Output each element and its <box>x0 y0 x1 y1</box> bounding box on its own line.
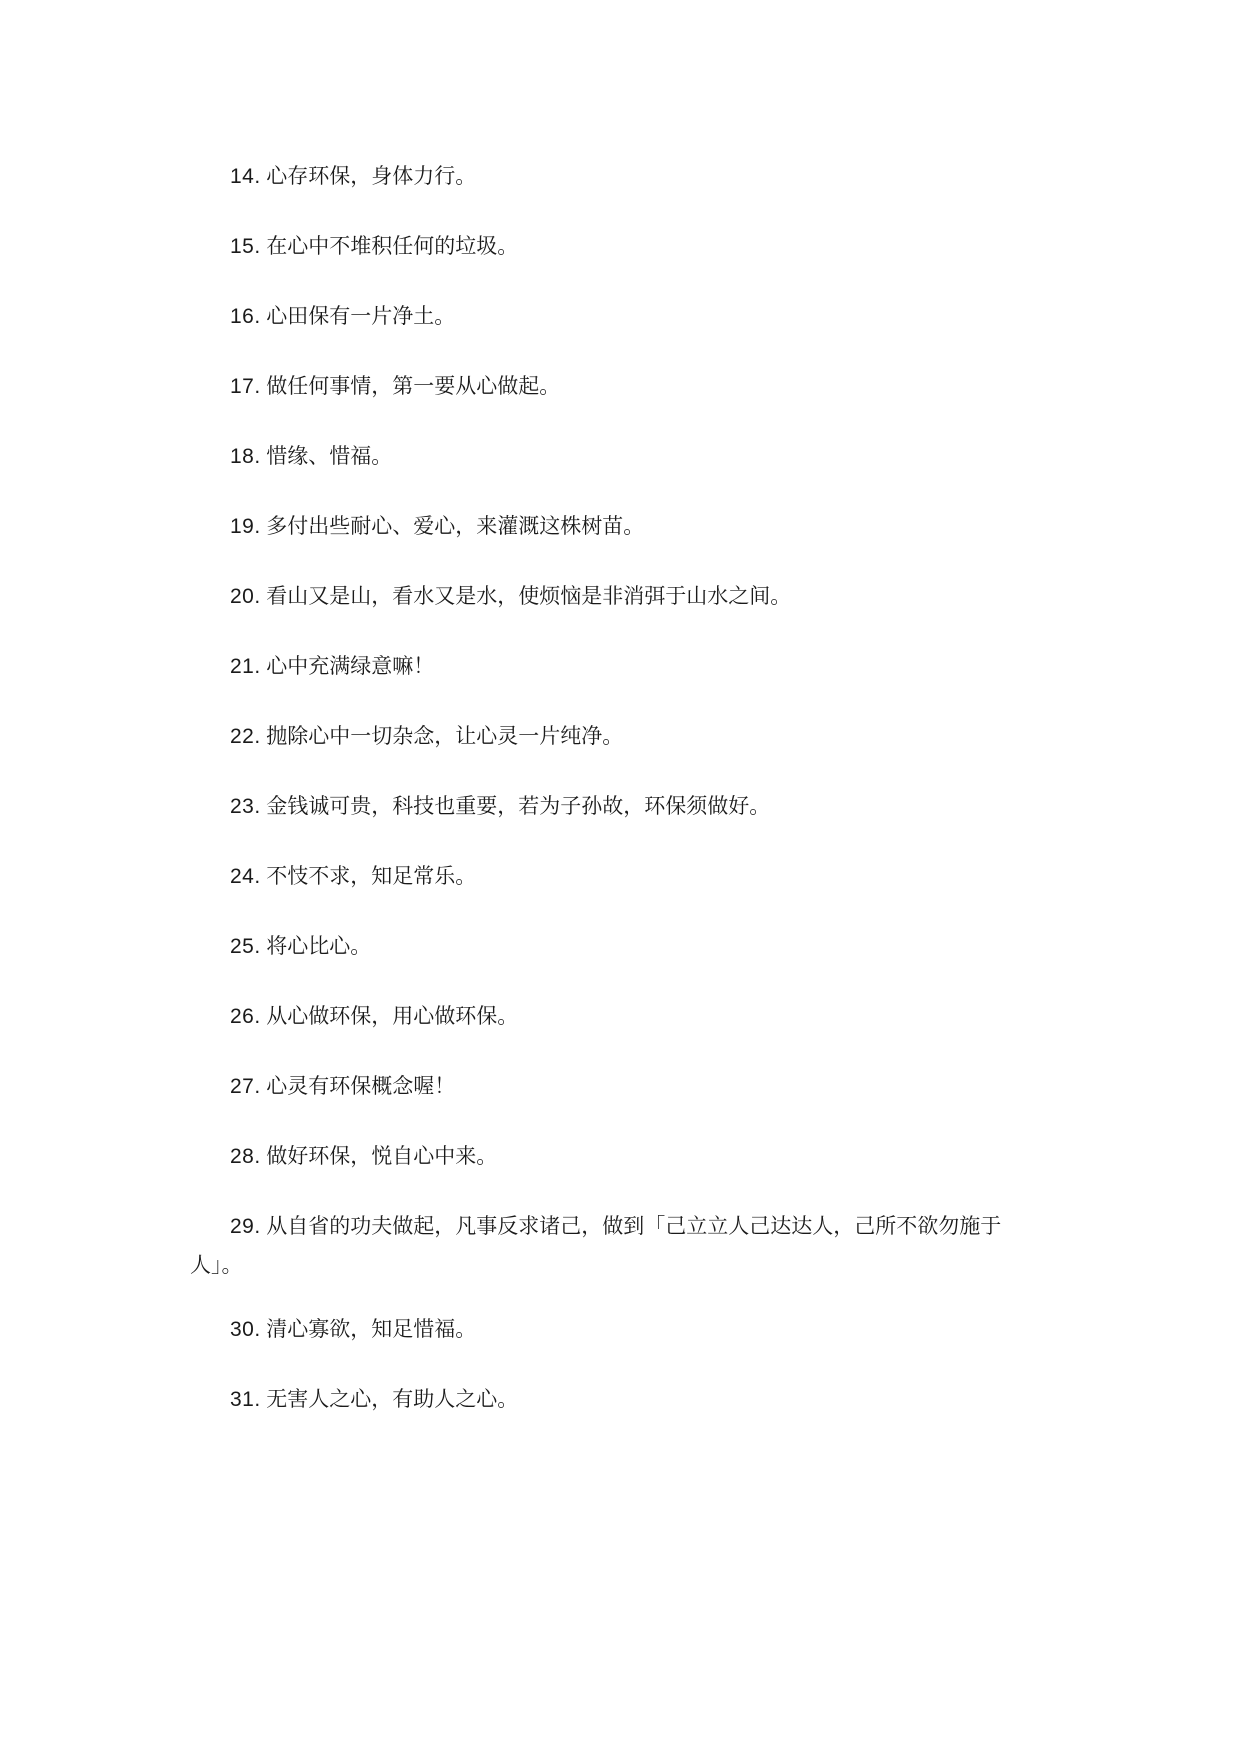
list-item <box>230 1310 1110 1349</box>
item-separator: . <box>254 865 261 888</box>
item-text: 在心中不堆积任何的垃圾。 <box>266 234 519 258</box>
item-text: 做任何事情，第一要从心做起。 <box>266 374 561 398</box>
item-separator: . <box>254 585 261 608</box>
item-separator: . <box>254 235 261 258</box>
list-item <box>230 787 1110 826</box>
item-separator: . <box>254 445 261 468</box>
item-text: 惜缘、惜福。 <box>266 444 393 468</box>
list-item <box>230 297 1110 336</box>
list-item <box>190 1207 1040 1284</box>
item-text: 心存环保，身体力行。 <box>266 164 477 188</box>
item-text: 清心寡欲，知足惜福。 <box>266 1317 477 1341</box>
item-number: 25 <box>230 935 255 958</box>
item-number: 26 <box>230 1005 255 1028</box>
list-item <box>230 857 1110 896</box>
list-item <box>230 507 1110 546</box>
list-item <box>230 1067 1110 1106</box>
list-item <box>230 717 1110 756</box>
item-separator: . <box>254 725 261 748</box>
item-separator: . <box>254 795 261 818</box>
item-number: 20 <box>230 585 255 608</box>
item-number: 22 <box>230 725 255 748</box>
item-number: 28 <box>230 1145 255 1168</box>
list-item <box>230 997 1110 1036</box>
item-separator: . <box>254 1318 261 1341</box>
list-item <box>230 647 1110 686</box>
item-number: 29 <box>230 1215 255 1238</box>
item-text: 金钱诚可贵，科技也重要，若为子孙故，环保须做好。 <box>266 794 771 818</box>
item-separator: . <box>254 165 261 188</box>
item-text: 从心做环保，用心做环保。 <box>266 1004 519 1028</box>
item-number: 14 <box>230 165 255 188</box>
item-text: 看山又是山，看水又是水，使烦恼是非消弭于山水之间。 <box>266 584 792 608</box>
item-separator: . <box>254 1215 261 1238</box>
list-item <box>230 927 1110 966</box>
item-separator: . <box>254 655 261 678</box>
item-number: 23 <box>230 795 255 818</box>
item-separator: . <box>254 1145 261 1168</box>
item-separator: . <box>254 1005 261 1028</box>
item-number: 16 <box>230 305 255 328</box>
item-text: 无害人之心，有助人之心。 <box>266 1387 519 1411</box>
item-text: 做好环保，悦自心中来。 <box>266 1144 498 1168</box>
item-number: 21 <box>230 655 255 678</box>
list-item <box>230 577 1110 616</box>
item-number: 27 <box>230 1075 255 1098</box>
list-item <box>230 367 1110 406</box>
item-text: 从自省的功夫做起，凡事反求诸己，做到「己立立人己达达人，己所不欲勿施于人」。 <box>190 1214 1002 1277</box>
list-item <box>230 1380 1110 1419</box>
item-separator: . <box>254 305 261 328</box>
list-item <box>230 1137 1110 1176</box>
item-text: 心中充满绿意嘛！ <box>266 654 435 678</box>
item-separator: . <box>254 515 261 538</box>
item-number: 18 <box>230 445 255 468</box>
item-text: 不忮不求，知足常乐。 <box>266 864 477 888</box>
item-number: 15 <box>230 235 255 258</box>
item-number: 30 <box>230 1318 255 1341</box>
item-number: 24 <box>230 865 255 888</box>
item-separator: . <box>254 375 261 398</box>
item-text: 抛除心中一切杂念，让心灵一片纯净。 <box>266 724 624 748</box>
item-number: 19 <box>230 515 255 538</box>
item-text: 多付出些耐心、爱心，来灌溉这株树苗。 <box>266 514 645 538</box>
item-separator: . <box>254 1075 261 1098</box>
list-item <box>230 157 1110 196</box>
item-number: 17 <box>230 375 255 398</box>
list-item <box>230 437 1110 476</box>
item-text: 心灵有环保概念喔！ <box>266 1074 456 1098</box>
item-text: 将心比心。 <box>266 934 372 958</box>
item-separator: . <box>254 935 261 958</box>
item-separator: . <box>254 1388 261 1411</box>
item-number: 31 <box>230 1388 255 1411</box>
list-item <box>230 227 1110 266</box>
item-text: 心田保有一片净土。 <box>266 304 456 328</box>
